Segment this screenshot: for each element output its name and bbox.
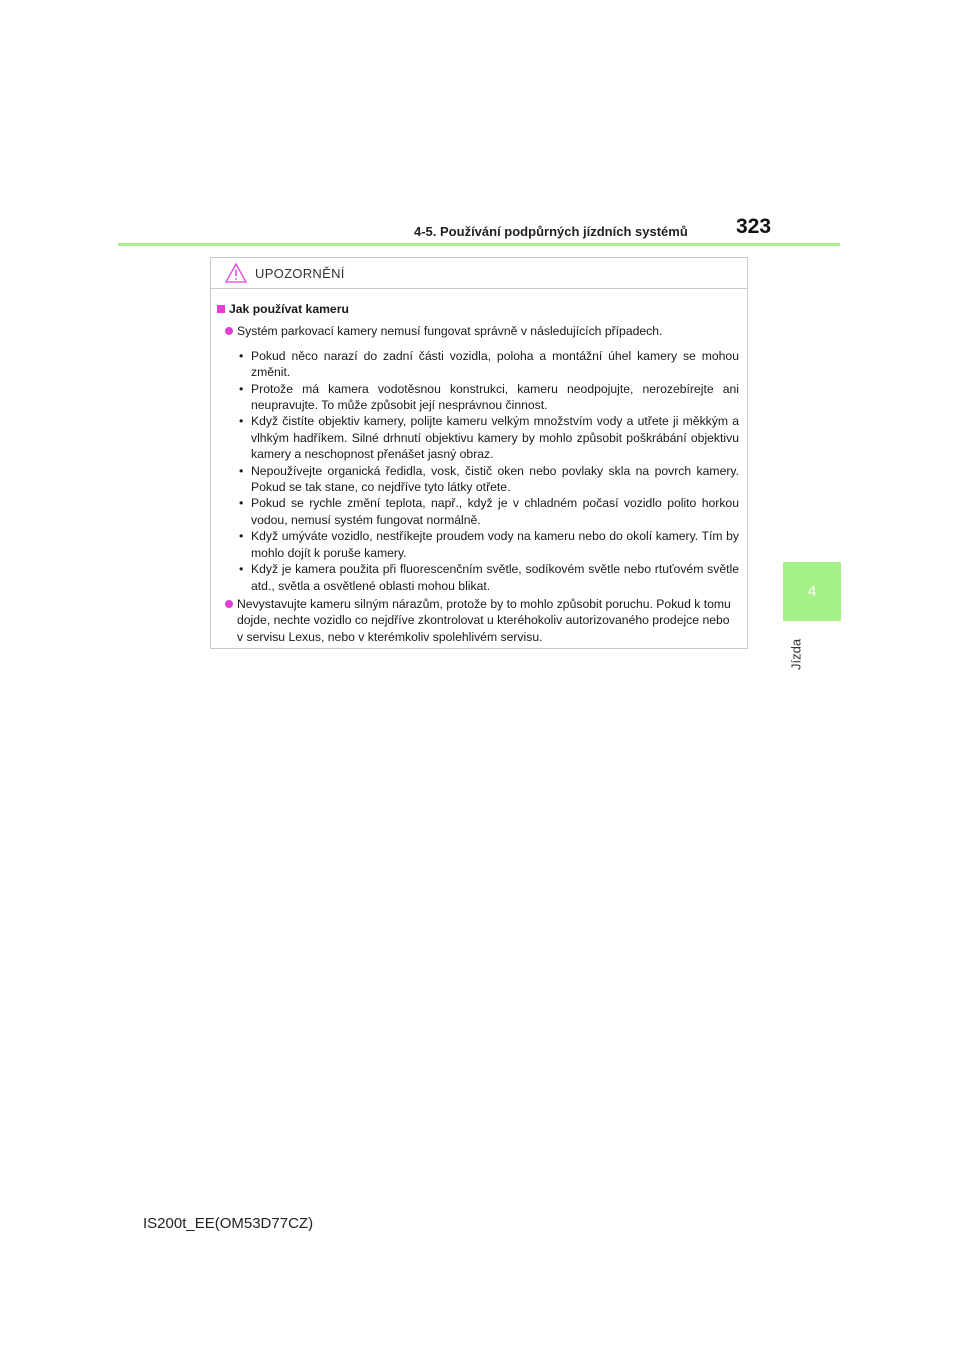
sub-list-item: • Nepoužívejte organická ředidla, vosk, čistič oken nebo povlaky skla na povrch kamery. Pokud se tak stane, co nejdříve tyto látky otřete. bbox=[239, 463, 739, 496]
list-item-text: Systém parkovací kamery nemusí fungovat správně v následujících případech. bbox=[237, 324, 663, 339]
document-code: IS200t_EE(OM53D77CZ) bbox=[143, 1215, 314, 1232]
header-section-title: 4-5. Používání podpůrných jízdních systémů bbox=[414, 224, 688, 239]
chapter-number: 4 bbox=[807, 583, 817, 600]
square-bullet-icon bbox=[217, 305, 225, 313]
round-bullet-icon bbox=[225, 600, 233, 608]
warning-body bbox=[211, 289, 747, 645]
warning-header bbox=[211, 258, 747, 289]
list-item bbox=[225, 323, 739, 339]
sub-list-item: • Když umýváte vozidlo, nestříkejte proudem vody na kameru nebo do okolí kamery. Tím by mohlo dojít k poruše kamery. bbox=[239, 528, 739, 561]
sub-list-item: • Pokud něco narazí do zadní části vozidla, poloha a montážní úhel kamery se mohou změnit. bbox=[239, 348, 739, 381]
sub-list-item: • Když čistíte objektiv kamery, polijte kameru velkým množstvím vody a utřete ji měkkým a vlhkým hadříkem. Silné drhnutí objektivu kamery by mohlo způsobit poškrábání objektivu kamery a neschopnost přenášet jasný obraz. bbox=[239, 413, 739, 462]
list-item-text: Nevystavujte kameru silným nárazům, protože by to mohlo způsobit poruchu. Pokud k tomu dojde, nechte vozidlo co nejdříve zkontrolovat u kteréhokoliv autorizovaného prodejce nebo v servisu Lexus, nebo v kterémkoliv spolehlivém servisu. bbox=[237, 596, 731, 644]
header-rule bbox=[118, 243, 840, 246]
page-number: 323 bbox=[736, 215, 772, 238]
round-bullet-icon bbox=[225, 327, 233, 335]
sub-list bbox=[239, 348, 739, 594]
sub-heading bbox=[217, 301, 739, 317]
sub-heading-text: Jak používat kameru bbox=[229, 302, 349, 316]
warning-triangle-icon bbox=[225, 263, 247, 283]
warning-box bbox=[210, 257, 748, 649]
list-item bbox=[225, 596, 739, 645]
sub-list-item: • Když je kamera použita při fluorescenčním světle, sodíkovém světle nebo rtuťovém světle atd., světla a osvětlené oblasti mohou blikat. bbox=[239, 561, 739, 594]
warning-title: UPOZORNĚNÍ bbox=[255, 265, 345, 281]
sub-list-item: • Protože má kamera vodotěsnou konstrukci, kameru neodpojujte, nerozebírejte ani neupravujte. To může způsobit její nesprávnou činnost. bbox=[239, 381, 739, 414]
chapter-label: Jízda bbox=[788, 638, 804, 670]
chapter-tab bbox=[783, 562, 841, 621]
sub-list-item: • Pokud se rychle změní teplota, např., když je v chladném počasí vozidlo polito horkou vodou, nemusí systém fungovat normálně. bbox=[239, 495, 739, 528]
